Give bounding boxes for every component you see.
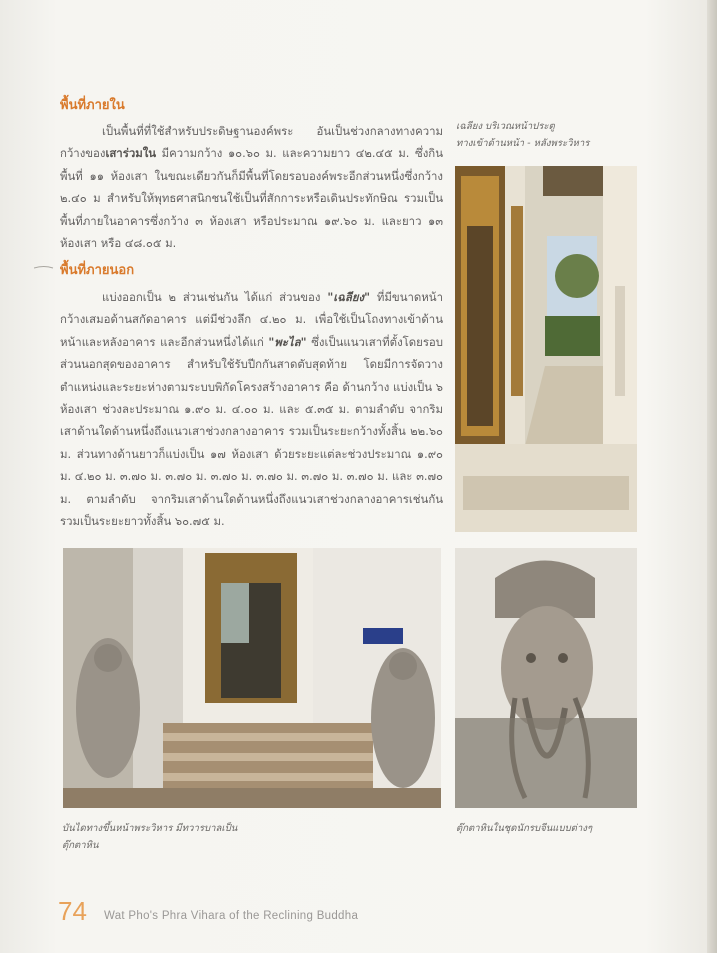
caption-statue: ตุ๊กตาหินในชุดนักรบจีนแบบต่างๆ	[456, 823, 593, 834]
text-run: มีความกว้าง ๑๐.๖๐ ม. และความยาว ๔๒.๔๕ ม. ซึ่งกินพื้นที่ ๑๑ ห้องเสา ในขณะเดียวกันก็มีพื้นที่โดยรอบองค์พระอีกส่วนหนึ่งซึ่งกว้าง ๒.๔๐ ม สำหรับให้พุทธศาสนิกชนใช้เป็นที่สักการะหรือเดินประทักษิณ รวมเป็นพื้นที่ภายในอาคารซึ่งกว้าง ๓ ห้องเสา หรือประมาณ ๑๙.๖๐ ม. และยาว ๑๓ ห้องเสา หรือ ๔๘.๐๕ ม.	[60, 146, 443, 251]
text-run: ที่มีขนาดหน้ากว้างเสมอด้านสกัดอาคาร แต่มีช่วงลึก ๔.๒๐ ม. เพื่อใช้เป็นโถงทางเข้าด้านหน้าและหลังอาคาร และอีกส่วนหนึ่งได้แก่	[60, 290, 443, 349]
bold-term: เสาร่วมใน	[105, 146, 157, 161]
arrow-bullet-icon	[34, 265, 54, 271]
bold-term-phalai: "พะไล"	[268, 334, 307, 349]
caption-veranda	[456, 118, 589, 152]
paragraph-inner-area	[60, 120, 443, 254]
caption-line: ทางเข้าด้านหน้า - หลังพระวิหาร	[456, 138, 590, 149]
photo-stairs	[63, 548, 441, 808]
photo-statue	[455, 548, 637, 808]
text-run: เป็นพื้นที่ที่ใช้สำหรับประดิษฐานองค์พระ อันเป็นช่วงกลางทางความกว้างของ	[60, 124, 443, 161]
caption-line: ตุ๊กตาหิน	[62, 840, 99, 851]
text-run: แบ่งออกเป็น ๒ ส่วนเช่นกัน ได้แก่ ส่วนของ	[102, 290, 328, 304]
caption-stairs	[62, 820, 237, 854]
bold-term-chaliang: "เฉลียง"	[327, 290, 371, 304]
heading-inner-area: พื้นที่ภายใน	[60, 98, 125, 113]
paragraph-outer-area	[60, 286, 443, 532]
heading-outer-area: พื้นที่ภายนอก	[60, 263, 135, 278]
text-run: ซึ่งเป็นแนวเสาที่ตั้งโดยรอบส่วนนอกสุดของอาคาร สำหรับใช้รับปีกกันสาดตับสุดท้าย โดยมีการจัดวางตำแหน่งและระยะห่างตามระบบพิกัดโครงสร้างอาคาร คือ ด้านกว้าง แบ่งเป็น ๖ ห้องเสา ช่วงละประมาณ ๑.๙๐ ม. ๔.๐๐ ม. และ ๕.๓๕ ม. ตามลำดับ จากริมเสาด้านใดด้านหนึ่งถึงแนวเสาช่วงกลางอาคาร รวมเป็นระยะกว้างทั้งสิ้น ๒๒.๖๐ ม. ส่วนทางด้านยาวก็แบ่งเป็น ๑๗ ห้องเสา ด้วยระยะแต่ละช่วงประมาณ ๑.๙๐ ม. ๔.๒๐ ม. ๓.๗๐ ม. ๓.๗๐ ม. ๓.๗๐ ม. ๓.๗๐ ม. ๓.๗๐ ม. ๓.๗๐ ม. และ ๓.๗๐ ม. ตามลำดับ จากริมเสาด้านใดด้านหนึ่งถึงแนวเสาช่วงกลางอาคารเช่นกัน รวมเป็นระยะยาวทั้งสิ้น ๖๐.๗๕ ม.	[60, 334, 444, 529]
page-edge	[707, 0, 717, 953]
photo-veranda	[455, 166, 637, 532]
caption-line: บันไดทางขึ้นหน้าพระวิหาร มีทวารบาลเป็น	[62, 823, 238, 834]
page-number: 74	[58, 896, 87, 926]
footer-title: Wat Pho's Phra Vihara of the Reclining Buddha	[104, 910, 359, 922]
caption-line: เฉลียง บริเวณหน้าประตู	[456, 121, 555, 132]
